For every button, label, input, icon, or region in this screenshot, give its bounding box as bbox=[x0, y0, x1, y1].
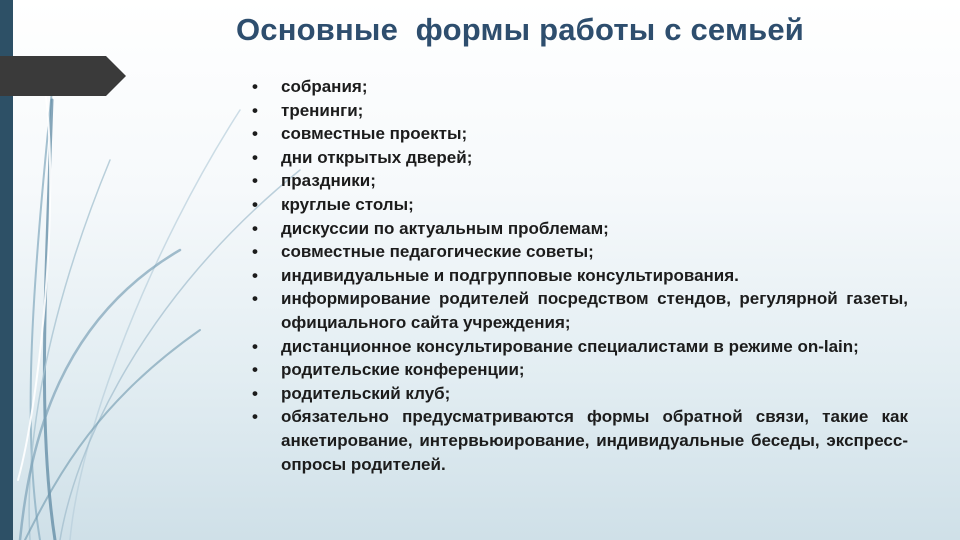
title-arrow-tab bbox=[0, 56, 126, 96]
list-item: • круглые столы; bbox=[252, 193, 908, 217]
list-item: • дискуссии по актуальным проблемам; bbox=[252, 217, 908, 241]
list-item: • родительские конференции; bbox=[252, 358, 908, 382]
list-item: • родительский клуб; bbox=[252, 382, 908, 406]
list-item: • совместные проекты; bbox=[252, 122, 908, 146]
bullet-list bbox=[252, 75, 908, 476]
list-item: • дистанционное консультирование специалистами в режиме on-lain; bbox=[252, 335, 908, 359]
list-item: • индивидуальные и подгрупповые консультирования. bbox=[252, 264, 908, 288]
list-item: • обязательно предусматриваются формы обратной связи, такие как анкетирование, интервьюирование, индивидуальные беседы, экспресс-опросы родителей. bbox=[252, 405, 908, 476]
list-item: • информирование родителей посредством стендов, регулярной газеты, официального сайта учреждения; bbox=[252, 287, 908, 334]
slide-title: Основные формы работы с семьей bbox=[235, 12, 805, 47]
list-item: • тренинги; bbox=[252, 99, 908, 123]
list-item: • праздники; bbox=[252, 169, 908, 193]
list-item: • совместные педагогические советы; bbox=[252, 240, 908, 264]
list-item: • дни открытых дверей; bbox=[252, 146, 908, 170]
list-item: • собрания; bbox=[252, 75, 908, 99]
